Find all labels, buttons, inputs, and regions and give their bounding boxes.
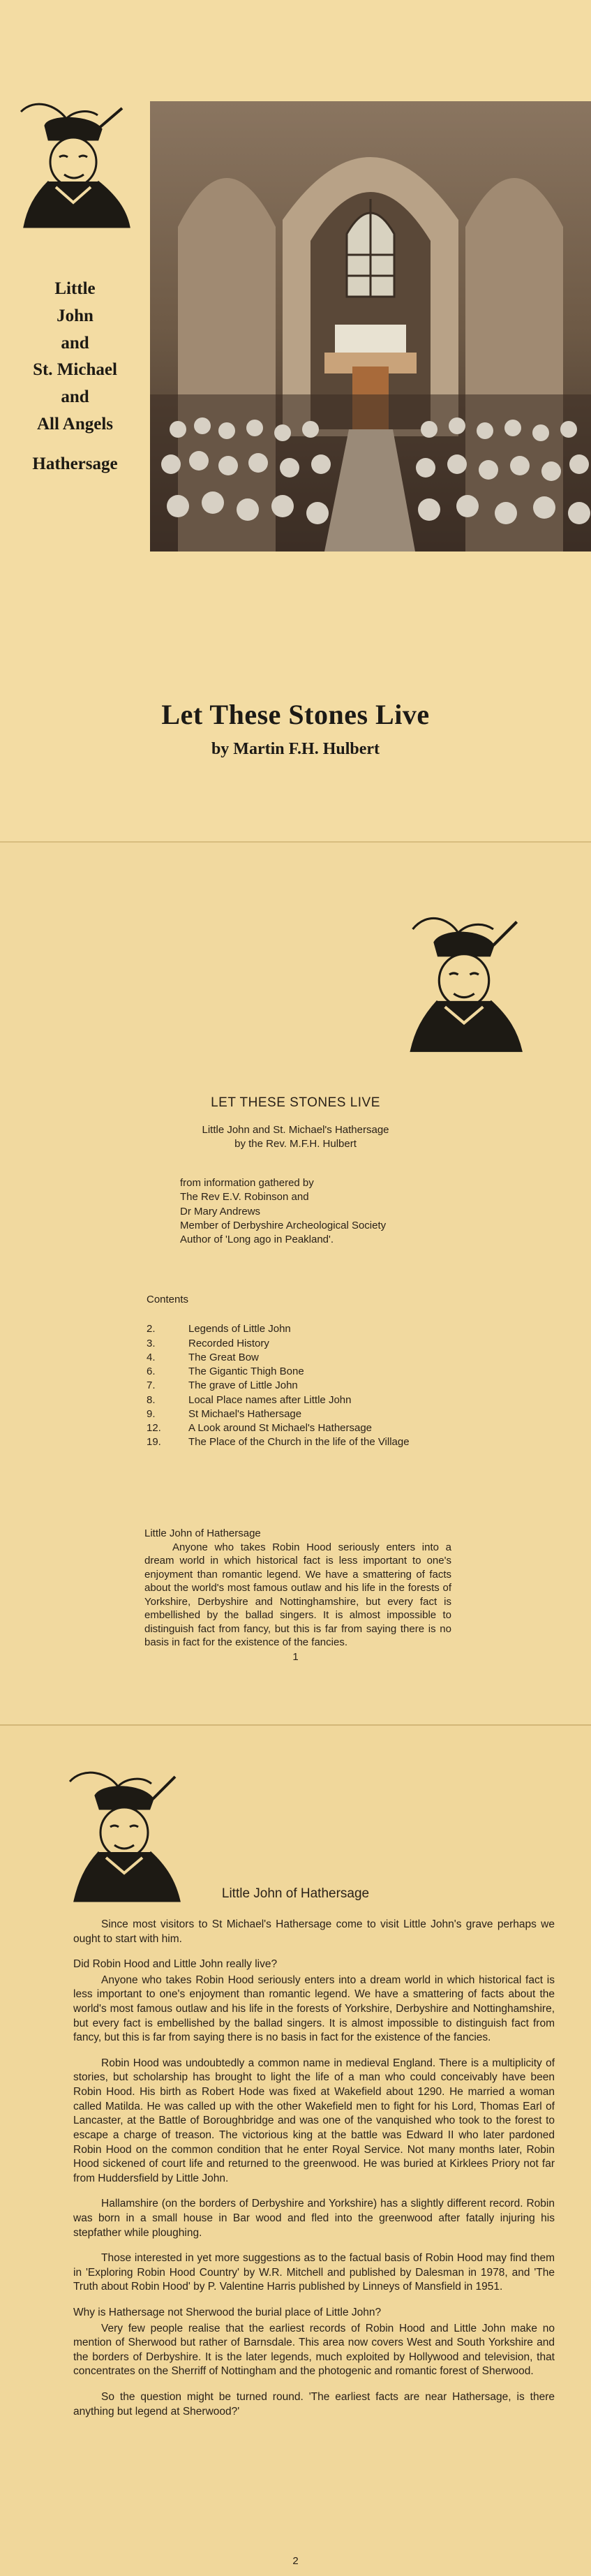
contents-item xyxy=(147,1421,410,1435)
credits-block xyxy=(180,1176,386,1247)
contents-title: Local Place names after Little John xyxy=(188,1393,352,1406)
contents-page: 8. xyxy=(147,1393,156,1406)
contents-title: Legends of Little John xyxy=(188,1323,291,1335)
article-paragraph: Anyone who takes Robin Hood seriously enters into a dream world in which historical fact is less important to one's enjoyment than romantic legend. We have a smattering of facts about the world's most famous outlaw and his life in the forests of Yorkshire, Derbyshire and Nottinghamshire, but every fact is embellished by the ballad singers. It is almost impossible to distinguish fact from fancy, but this is far from saying there is no basis in fact for the existence of the fancies. xyxy=(73,1974,555,2044)
contents-page: 7. xyxy=(147,1379,156,1392)
credit-line: from information gathered by xyxy=(180,1177,314,1189)
booklet-subtitle xyxy=(0,1123,591,1152)
contents-title: The Place of the Church in the life of the Village xyxy=(188,1436,410,1449)
little-john-drawing-icon xyxy=(59,1764,199,1904)
contents-item xyxy=(147,1393,410,1407)
little-john-drawing-icon xyxy=(391,905,537,1056)
side-line: and xyxy=(61,387,89,406)
credit-line: Author of 'Long ago in Peakland'. xyxy=(180,1234,334,1245)
credit-line: Dr Mary Andrews xyxy=(180,1205,261,1217)
side-line: John xyxy=(57,306,93,325)
article-heading: Little John of Hathersage xyxy=(221,1886,370,1901)
contents-item xyxy=(147,1351,410,1365)
contents-item xyxy=(147,1407,410,1421)
side-line: St. Michael xyxy=(33,360,117,380)
contents-page: 19. xyxy=(147,1436,161,1449)
contents-item xyxy=(147,1379,410,1393)
article-paragraph: Since most visitors to St Michael's Hathersage come to visit Little John's grave perhaps we ought to start with him. xyxy=(73,1918,555,1945)
contents-page: 9. xyxy=(147,1407,156,1420)
intro-title: Little John of Hathersage xyxy=(144,1527,261,1539)
article-question: Did Robin Hood and Little John really live? xyxy=(73,1958,278,1971)
contents-title: Recorded History xyxy=(188,1337,269,1349)
page-2 xyxy=(0,1724,591,2576)
cover-page xyxy=(0,0,591,841)
article-paragraph: So the question might be turned round. 'The earliest facts are near Hathersage, is there anything but legend at Sherwood?' xyxy=(73,2391,555,2418)
side-place: Hathersage xyxy=(32,454,118,473)
cover-side-title xyxy=(7,276,143,478)
contents-title: The Gigantic Thigh Bone xyxy=(188,1365,304,1377)
contents-page: 2. xyxy=(147,1323,156,1335)
side-line: and xyxy=(61,333,89,353)
side-line: All Angels xyxy=(36,414,114,434)
article-paragraph: Hallamshire (on the borders of Derbyshire and Yorkshire) has a slightly different record. Robin was born in a small house in Bar wood and fled into the greenwood after fatally injuring his stepfather while ploughing. xyxy=(73,2198,555,2239)
page-number: 1 xyxy=(292,1651,299,1663)
article-question: Why is Hathersage not Sherwood the burial place of Little John? xyxy=(73,2307,382,2319)
contents-list xyxy=(147,1293,410,1450)
contents-page: 12. xyxy=(147,1422,161,1434)
contents-title: The grave of Little John xyxy=(188,1379,298,1392)
contents-title: St Michael's Hathersage xyxy=(188,1407,302,1420)
contents-item xyxy=(147,1322,410,1336)
little-john-drawing-icon xyxy=(7,98,147,230)
contents-item xyxy=(147,1435,410,1449)
article-paragraph: Those interested in yet more suggestions as to the factual basis of Robin Hood may find them in 'Exploring Robin Hood Country' by W.R. Mitchell and published by Dalesman in 1978, and 'The Truth about Robin Hood' by P. Valentine Harris published by Linneys of Mansfield in 1951. xyxy=(73,2252,555,2293)
credit-line: Member of Derbyshire Archeological Society xyxy=(180,1219,387,1231)
contents-title: The Great Bow xyxy=(188,1351,259,1363)
contents-page: 6. xyxy=(147,1365,156,1377)
article-body xyxy=(73,1918,555,2430)
intro-section xyxy=(144,1527,451,1650)
cover-title: Let These Stones Live xyxy=(161,699,430,730)
cover-author: by Martin F.H. Hulbert xyxy=(211,740,380,758)
church-interior-photo-icon xyxy=(150,101,591,552)
contents-heading: Contents xyxy=(147,1294,189,1305)
booklet-heading: LET THESE STONES LIVE xyxy=(211,1095,380,1110)
page-number: 2 xyxy=(292,2555,299,2567)
subtitle-line: by the Rev. M.F.H. Hulbert xyxy=(234,1138,357,1150)
article-paragraph: Very few people realise that the earliest records of Robin Hood and Little John make no mention of Sherwood but rather of Barnsdale. This area now covers West and South Yorkshire and the borders of Derbyshire. It is the later legends, much exploited by Hollywood and television, that concentrates on the Sherriff of Nottingham and the photogenic and romantic forest of Sherwood. xyxy=(73,2322,555,2378)
contents-page: 3. xyxy=(147,1337,156,1349)
contents-item xyxy=(147,1337,410,1351)
credit-line: The Rev E.V. Robinson and xyxy=(180,1191,309,1204)
intro-paragraph: Anyone who takes Robin Hood seriously enters into a dream world in which historical fact is less important to one's enjoyment than romantic legend. We have a smattering of facts about the world's most famous outlaw and his life in the forests of Yorkshire, Derbyshire and Nottinghamshire, but every fact is embellished by the ballad singers. It is almost impossible to distinguish fact from fancy, but this is far from saying there is no basis in fact for the existence of the fancies. xyxy=(144,1541,451,1648)
side-line: Little xyxy=(54,279,96,298)
contents-page: 4. xyxy=(147,1351,156,1363)
page-1 xyxy=(0,841,591,1726)
contents-item xyxy=(147,1365,410,1379)
contents-title: A Look around St Michael's Hathersage xyxy=(188,1422,373,1434)
article-paragraph: Robin Hood was undoubtedly a common name in medieval England. There is a multiplicity of stories, but scholarship has brought to light the life of a man who could conceivably have been Robin Hood. His birth as Robert Hode was fixed at Wakefield about 1290. He married a woman called Matilda. He was called up with the other Wakefield men to fight for his Lord, Thomas Earl of Lancaster, at the Battle of Boroughbridge and was one of the vanquished who took to the forest to escape a charge of treason. The victorious king at the battle was Edward II who later pardoned Robin Hood on the common condition that he enter Royal Service. Not many months later, Robin Hood sickened of court life and returned to the greenwood. He was buried at Kirklees Priory not far from Huddersfield by Little John. xyxy=(73,2057,555,2184)
subtitle-line: Little John and St. Michael's Hathersage xyxy=(202,1124,389,1136)
